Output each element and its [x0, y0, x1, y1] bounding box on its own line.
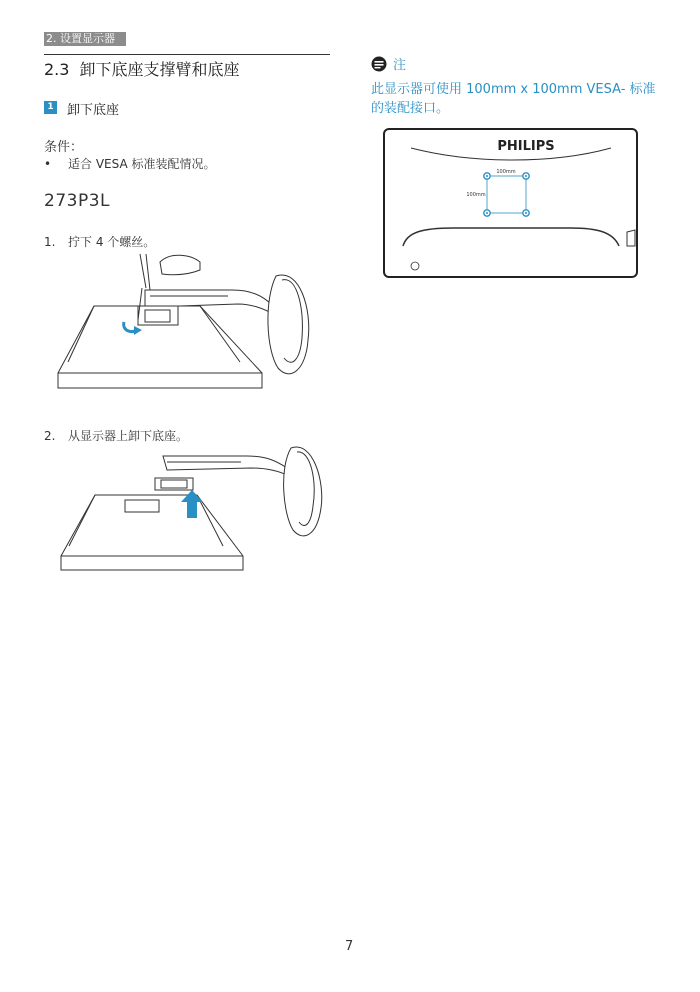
section-number: 2.3 [44, 60, 70, 79]
remove-base-illustration [55, 442, 325, 574]
header-rule [44, 54, 330, 55]
note-label: 注 [393, 58, 407, 73]
brand-logo: PHILIPS [497, 139, 555, 154]
section-title [44, 57, 239, 80]
subsection-badge: 1 [44, 101, 57, 114]
model-name: 273P3L [44, 191, 110, 211]
step-1 [44, 233, 155, 250]
step-text: 拧下 4 个螺丝。 [68, 235, 156, 249]
step-number: 1. [44, 235, 56, 249]
horizontal-spacing-label: 100mm [496, 169, 516, 175]
step-number: 2. [44, 429, 56, 443]
note-icon [371, 56, 387, 72]
step-text: 从显示器上卸下底座。 [68, 429, 189, 443]
section-title-text: 卸下底座支撑臂和底座 [79, 60, 240, 79]
condition-text: 适合 VESA 标准装配情况。 [68, 157, 216, 171]
bullet: • [44, 157, 52, 171]
condition-item [44, 155, 215, 172]
subsection-title: 卸下底座 [67, 103, 120, 118]
note-text: 此显示器可使用 100mm x 100mm VESA- 标准的装配接口。 [371, 82, 656, 116]
vertical-spacing-label: 100mm [466, 192, 486, 198]
conditions-label: 条件： [44, 140, 84, 155]
page-number: 7 [345, 939, 354, 954]
vesa-mount-figure [383, 128, 639, 280]
chapter-tab: 2. 设置显示器 [44, 32, 126, 46]
unscrew-screws-illustration [50, 250, 320, 400]
